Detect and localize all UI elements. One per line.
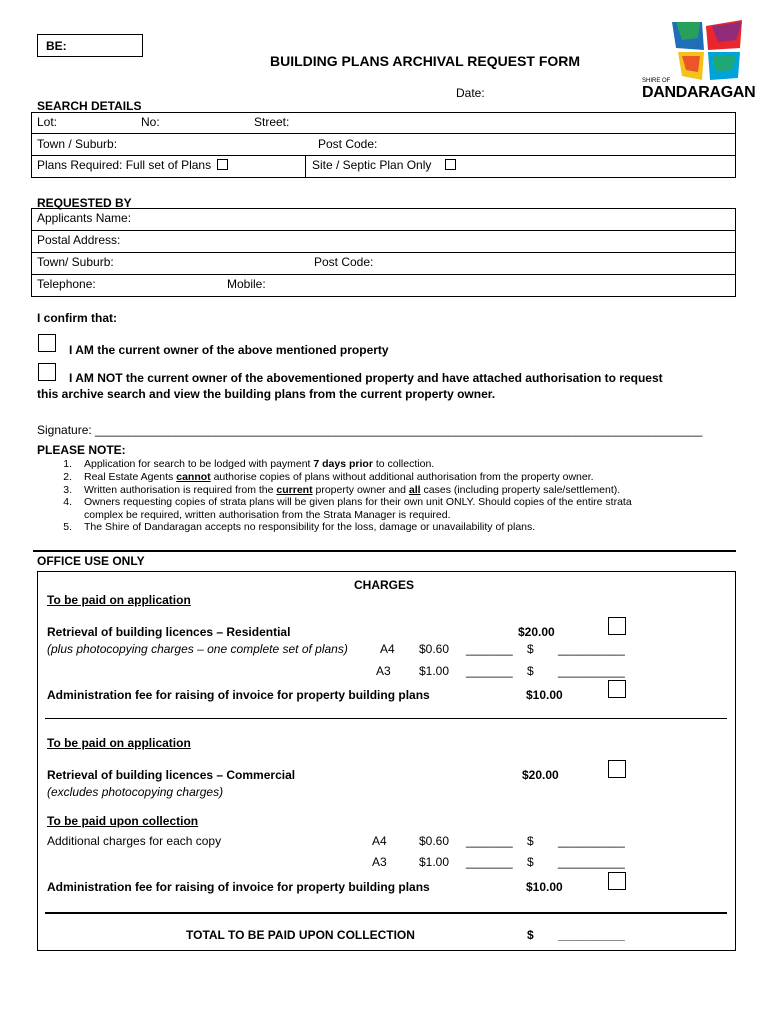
logo-small-text: SHIRE OF xyxy=(642,78,671,84)
commercial-title: Retrieval of building licences – Commercial xyxy=(47,768,296,782)
full-set-checkbox[interactable] xyxy=(217,159,228,170)
section-divider xyxy=(45,718,727,719)
total-divider xyxy=(45,912,727,914)
septic-plan-checkbox[interactable] xyxy=(445,159,456,170)
admin-fee-label-2: Administration fee for raising of invoice for property building plans xyxy=(47,880,430,894)
requested-postcode-label[interactable]: Post Code: xyxy=(314,255,374,269)
additional-charges-label: Additional charges for each copy xyxy=(47,834,222,848)
commercial-sub: (excludes photocopying charges) xyxy=(47,785,224,799)
septic-plan-label[interactable]: Site / Septic Plan Only xyxy=(312,158,456,172)
commercial-price: $20.00 xyxy=(522,768,559,782)
a4-qty-blank[interactable]: _______ xyxy=(466,642,513,656)
requested-heading: REQUESTED BY xyxy=(37,196,132,210)
com-a4-dollar: $ xyxy=(527,834,534,848)
charges-heading: CHARGES xyxy=(354,578,415,592)
please-note-heading: PLEASE NOTE: xyxy=(37,443,126,457)
com-a3-label: A3 xyxy=(372,855,387,869)
not-owner-checkbox[interactable] xyxy=(38,363,56,381)
be-label: BE: xyxy=(46,39,67,53)
a4-price: $0.60 xyxy=(419,642,450,656)
confirm-heading: I confirm that: xyxy=(37,311,117,325)
a3-total-blank[interactable]: __________ xyxy=(558,664,625,678)
logo-mark-icon xyxy=(642,18,752,82)
commercial-checkbox[interactable] xyxy=(608,760,626,778)
not-owner-statement-1: I AM NOT the current owner of the abovementioned property and have attached authorisation to request xyxy=(69,371,663,385)
com-a4-label: A4 xyxy=(372,834,387,848)
residential-checkbox[interactable] xyxy=(608,617,626,635)
owner-checkbox[interactable] xyxy=(38,334,56,352)
a3-qty-blank[interactable]: _______ xyxy=(466,664,513,678)
a4-total-blank[interactable]: __________ xyxy=(558,642,625,656)
postcode-label[interactable]: Post Code: xyxy=(318,137,378,151)
office-use-heading: OFFICE USE ONLY xyxy=(37,554,145,568)
requested-town-label[interactable]: Town/ Suburb: xyxy=(37,255,114,269)
telephone-label[interactable]: Telephone: xyxy=(37,277,96,291)
signature-line[interactable]: Signature: ___________________________________________________________________________________________ xyxy=(37,423,703,437)
office-divider xyxy=(33,550,736,552)
no-label[interactable]: No: xyxy=(141,115,160,129)
not-owner-statement-2: this archive search and view the building plans from the current property owner. xyxy=(37,387,496,401)
com-a3-total-blank[interactable]: __________ xyxy=(558,855,625,869)
lot-label[interactable]: Lot: xyxy=(37,115,58,129)
total-blank[interactable]: __________ xyxy=(558,928,625,942)
residential-price: $20.00 xyxy=(518,625,555,639)
admin-fee-price-2: $10.00 xyxy=(526,880,563,894)
residential-sub: (plus photocopying charges – one complete set of plans) xyxy=(47,642,348,656)
com-a3-dollar: $ xyxy=(527,855,534,869)
paid-upon-collection-heading: To be paid upon collection xyxy=(47,814,199,828)
a4-label: A4 xyxy=(380,642,395,656)
date-label: Date: xyxy=(456,86,485,100)
admin-fee-checkbox-2[interactable] xyxy=(608,872,626,890)
admin-fee-checkbox[interactable] xyxy=(608,680,626,698)
requested-by-table xyxy=(31,208,736,297)
be-field[interactable] xyxy=(37,34,143,57)
search-heading: SEARCH DETAILS xyxy=(37,99,142,113)
page-title: BUILDING PLANS ARCHIVAL REQUEST FORM xyxy=(270,53,581,69)
owner-statement: I AM the current owner of the above mentioned property xyxy=(69,343,389,357)
a3-price: $1.00 xyxy=(419,664,450,678)
residential-title: Retrieval of building licences – Residential xyxy=(47,625,291,639)
com-a4-price: $0.60 xyxy=(419,834,450,848)
postal-address-label[interactable]: Postal Address: xyxy=(37,233,121,247)
shire-logo xyxy=(642,18,756,102)
street-label[interactable]: Street: xyxy=(254,115,290,129)
search-details-table xyxy=(31,112,736,178)
paid-on-application-heading: To be paid on application xyxy=(47,593,191,607)
admin-fee-price: $10.00 xyxy=(526,688,563,702)
paid-on-application-heading-2: To be paid on application xyxy=(47,736,191,750)
a4-dollar: $ xyxy=(527,642,534,656)
mobile-label[interactable]: Mobile: xyxy=(227,277,266,291)
plans-required-label[interactable]: Plans Required: Full set of Plans xyxy=(37,158,228,172)
admin-fee-label: Administration fee for raising of invoice for property building plans xyxy=(47,688,430,702)
office-use-table xyxy=(37,571,736,951)
total-label: TOTAL TO BE PAID UPON COLLECTION xyxy=(186,928,415,942)
applicant-name-label[interactable]: Applicants Name: xyxy=(37,211,132,225)
a3-dollar: $ xyxy=(527,664,534,678)
a3-label: A3 xyxy=(376,664,391,678)
com-a3-price: $1.00 xyxy=(419,855,450,869)
com-a4-qty-blank[interactable]: _______ xyxy=(466,834,513,848)
com-a3-qty-blank[interactable]: _______ xyxy=(466,855,513,869)
logo-big-text: DANDARAGAN xyxy=(642,84,756,101)
com-a4-total-blank[interactable]: __________ xyxy=(558,834,625,848)
total-dollar: $ xyxy=(527,928,534,942)
town-label[interactable]: Town / Suburb: xyxy=(37,137,118,151)
